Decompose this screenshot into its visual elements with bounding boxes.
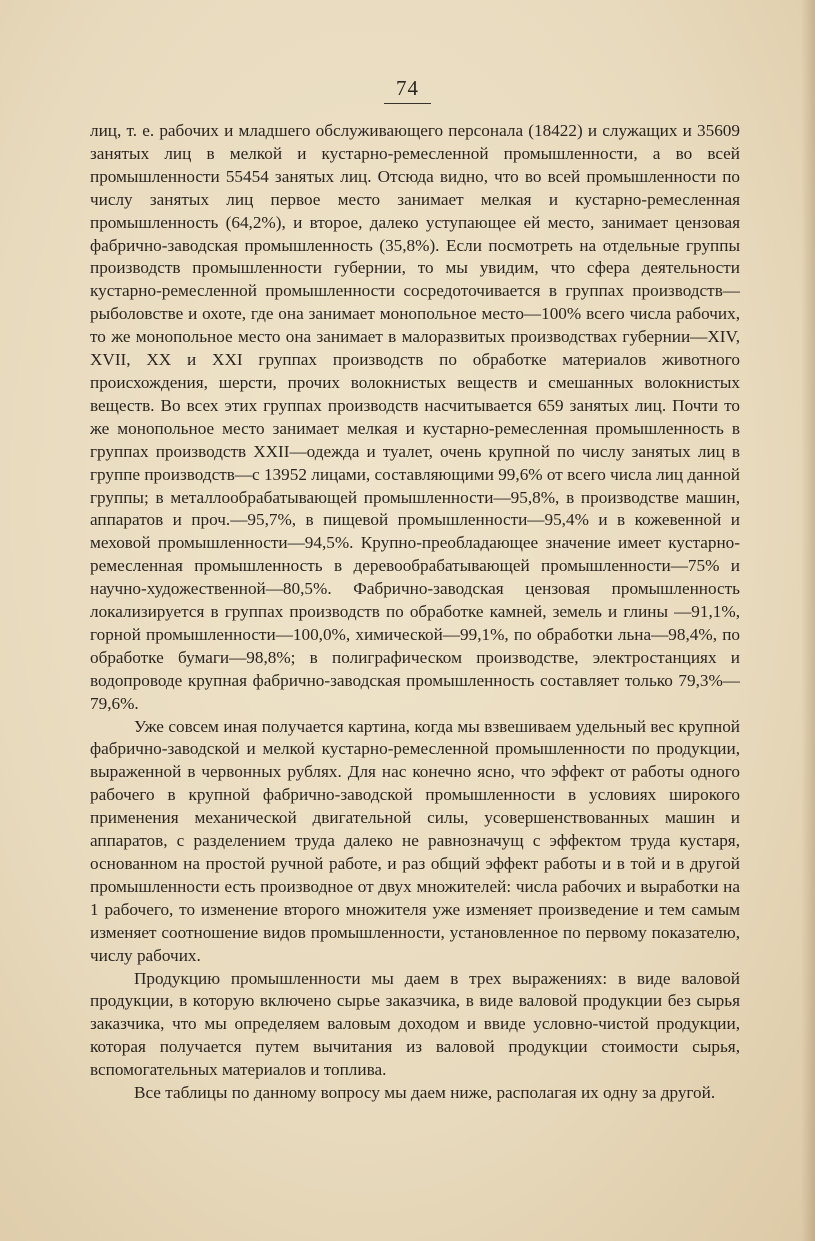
page-edge-shadow (801, 0, 815, 1241)
paragraph-3: Продукцию промышленности мы даем в трех выражениях: в виде валовой продукции, в которую включено сырье заказчика, в виде валовой продукции без сырья заказчика, что мы определяем валовым доходом и ввиде условно-чистой продукции, которая получается путем вычитания из валовой продукции стоимости сырья, вспомогательных материалов и топлива. (90, 968, 740, 1080)
paragraph-1: лиц, т. е. рабочих и младшего обслуживающего персонала (18422) и служащих и 35609 занятых лиц в мелкой и кустарно-ремесленной промышленности, а во всей промышленности 55454 занятых лиц. Отсюда видно, что во всей промышленности по числу занятых лиц первое место занимает мелкая и кустарно-ремесленная промышленность (64,2%), и второе, далеко уступающее ей место, занимает цензовая фабрично-заводская промышленность (35,8%). Если посмотреть на отдельные группы производств промышленности губернии, то мы увидим, что сфера деятельности кустарно-ремесленной промышленности сосредоточивается в группах производств—рыболовстве и охоте, где она занимает монопольное место—100% всего числа рабочих, то же монопольное место она занимает в малоразвитых производствах губернии—XIV, XVII, XX и XXI группах производств по обработке материалов животного происхождения, шерсти, прочих волокнистых веществ и смешанных волокнистых веществ. Во всех этих группах производств насчитывается 659 занятых лиц. Почти то же монопольное место занимает мелкая и кустарно-ремесленная промышленность в группах производств XXII—одежда и туалет, очень крупной по числу занятых лиц в группе производств—с 13952 лицами, составляющими 99,6% от всего числа лиц данной группы; в металлообрабатывающей промышленности—95,8%, в производстве машин, аппаратов и проч.—95,7%, в пищевой промышленности—95,4% и в кожевенной и меховой промышленности—94,5%. Крупно-преобладающее значение имеет кустарно-ремесленная промышленность в деревообрабатывающей промышленности—75% и научно-художественной—80,5%. Фабрично-заводская цензовая промышленность локализируется в группах производств по обработке камней, земель и глины —91,1%, горной промышленности—100,0%, химической—99,1%, по обработки льна—98,4%, по обработке бумаги—98,8%; в полиграфическом производстве, электростанциях и водопроводе крупная фабрично-заводская промышленность составляет только 79,3%—79,6%. (90, 121, 740, 713)
page-number-label: 74 (384, 76, 431, 104)
body-text (90, 120, 740, 1105)
paragraph-4: Все таблицы по данному вопросу мы даем ниже, располагая их одну за другой. (134, 1083, 716, 1103)
paragraph-2: Уже совсем иная получается картина, когда мы взвешиваем удельный вес крупной фабрично-заводской и мелкой кустарно-ремесленной промышленности по продукции, выраженной в червонных рублях. Для нас конечно ясно, что эффект от работы одного рабочего в крупной фабрично-заводской промышленности в условиях широкого применения механической двигательной силы, усовершенствованных машин и аппаратов, с разделением труда далеко не равнозначущ с эффектом труда кустаря, основанном на простой ручной работе, и раз общий эффект работы и в той и в другой промышленности есть производное от двух множителей: числа рабочих и выработки на 1 рабочего, то изменение второго множителя уже изменяет произведение и тем самым изменяет соотношение видов промышленности, установленное по первому показателю, числу рабочих. (90, 716, 740, 965)
page-number (0, 76, 815, 104)
